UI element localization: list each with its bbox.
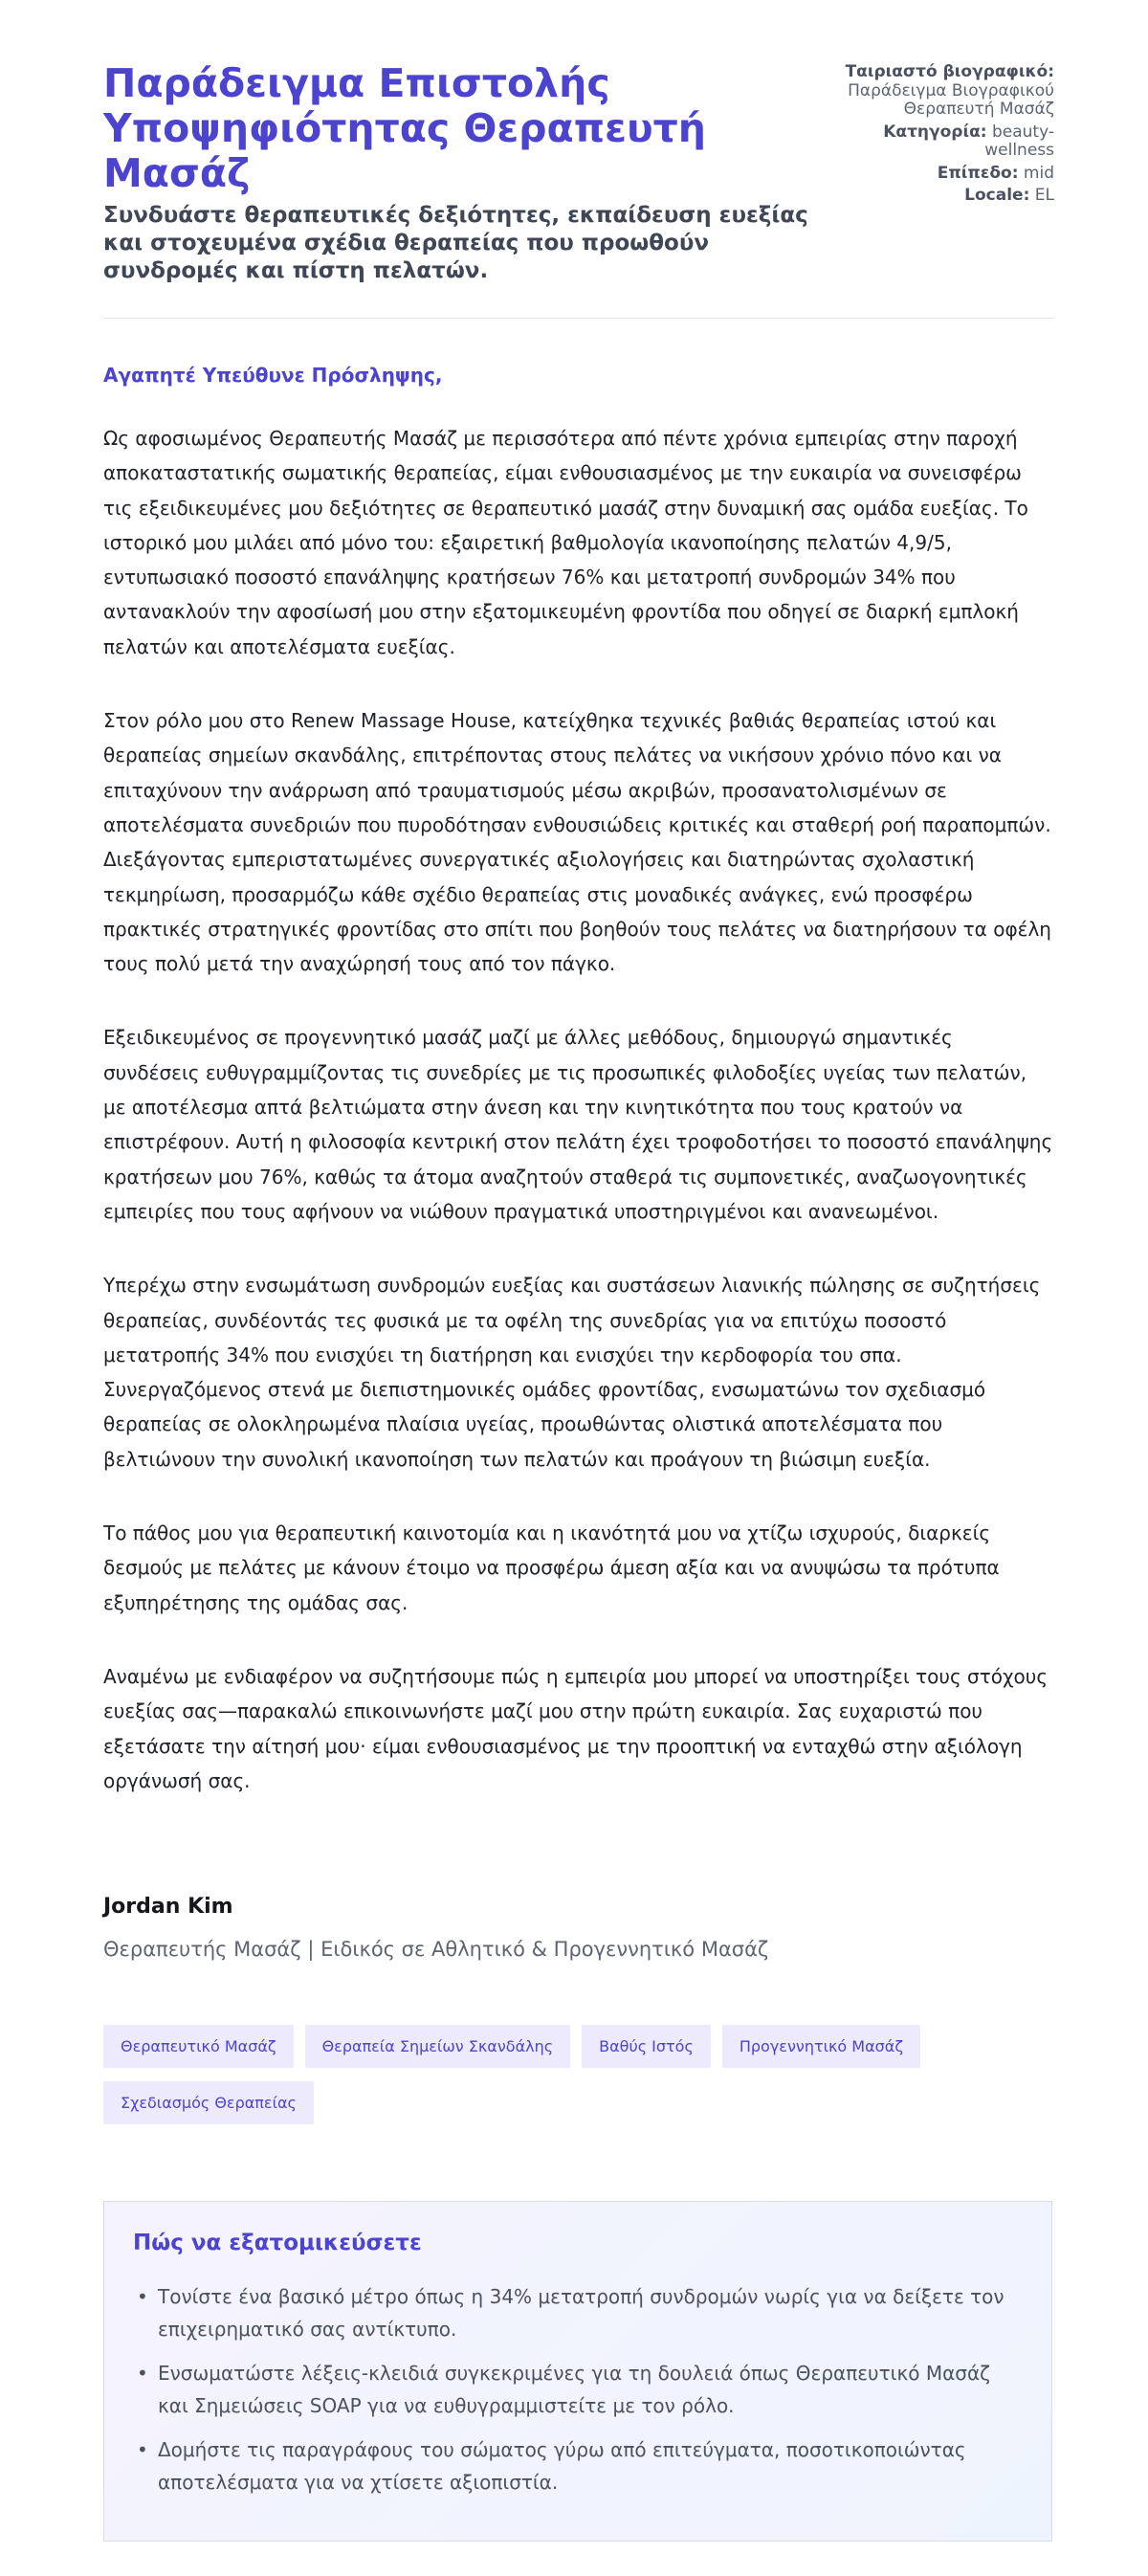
bullet-icon: •: [137, 2285, 148, 2308]
tip-item: [137, 2433, 1027, 2498]
meta-resume: [825, 63, 1054, 120]
letter-paragraph: Αναμένω με ενδιαφέρον να συζητήσουμε πώς η εμπειρία μου μπορεί να υποστηρίξει τους στόχους ευεξίας σας—παρακαλώ επικοινωνήστε μαζί μου στην πρώτη ευκαιρία. Σας ευχαριστώ που εξετάσατε την αίτησή μου· είμαι ενθουσιασμένος με την προοπτική να ενταχθώ στην αξιόλογη οργάνωσή σας.: [103, 1664, 1049, 1792]
header-titles: [103, 61, 830, 285]
meta-category-value: beauty-wellness: [984, 122, 1054, 160]
meta-category-label: Κατηγορία:: [883, 122, 987, 142]
letter-paragraph: Το πάθος μου για θεραπευτική καινοτομία και η ικανότητά μου να χτίζω ισχυρούς, διαρκείς δεσμούς με πελάτες με κάνουν έτοιμο να προσφέρω άμεση αξία και να ανυψώσω τα πρότυπα εξυπηρέτησης της ομάδας σας.: [103, 1521, 1000, 1614]
letter-body: [103, 362, 1054, 1837]
tips-title: Πώς να εξατομικεύσετε: [133, 2231, 422, 2255]
skill-tags: [103, 2025, 1054, 2138]
meta-resume-label: Ταιριαστό βιογραφικό:: [845, 62, 1054, 81]
meta-category: [825, 123, 1054, 161]
page-header: [103, 61, 1054, 316]
meta-locale-label: Locale:: [964, 186, 1030, 205]
letter-paragraph: Εξειδικευμένος σε προγεννητικό μασάζ μαζί με άλλες μεθόδους, δημιουργώ σημαντικές συνδέσεις ευθυγραμμίζοντας τις συνεδρίες με τις προσωπικές φιλοδοξίες υγείας των πελατών, με αποτέλεσμα απτά βελτιώματα στην άνεση και την κινητικότητα που τους κρατούν να επιστρέφουν. Αυτή η φιλοσοφία κεντρική στον πελάτη έχει τροφοδοτήσει το ποσοστό επανάληψης κρατήσεων μου 76%, καθώς τα άτομα αναζητούν σταθερά τις συμπονετικές, αναζωογονητικές εμπειρίες που τους αφήνουν να νιώθουν πραγματικά υποστηριγμένοι και ανανεωμένοι.: [103, 1026, 1053, 1223]
tip-text: Δομήστε τις παραγράφους του σώματος γύρω από επιτεύγματα, ποσοτικοποιώντας αποτελέσματα για να χτίσετε αξιοπιστία.: [158, 2438, 966, 2494]
signature-block: [103, 1893, 1054, 1964]
meta-level-label: Επίπεδο:: [937, 163, 1019, 183]
header-divider: [103, 318, 1054, 319]
skill-tag: Θεραπεία Σημείων Σκανδάλης: [305, 2025, 571, 2068]
tip-item: [137, 2280, 1027, 2345]
tip-text: Τονίστε ένα βασικό μέτρο όπως η 34% μετατροπή συνδρομών νωρίς για να δείξετε τον επιχειρηματικό σας αντίκτυπο.: [158, 2285, 1004, 2341]
meta-locale: [825, 187, 1054, 206]
meta-level-value: mid: [1023, 163, 1054, 183]
skill-tag: Θεραπευτικό Μασάζ: [103, 2025, 294, 2068]
bullet-icon: •: [137, 2438, 148, 2461]
customization-tips-box: [103, 2201, 1052, 2542]
skill-tag: Προγεννητικό Μασάζ: [722, 2025, 920, 2068]
skill-tag: Σχεδιασμός Θεραπείας: [103, 2081, 314, 2124]
letter-paragraph: Ως αφοσιωμένος Θεραπευτής Μασάζ με περισσότερα από πέντε χρόνια εμπειρίας στην παροχή αποκαταστατικής σωματικής θεραπείας, είμαι ενθουσιασμένος με την ευκαιρία να συνεισφέρω τις εξειδικευμένες μου δεξιότητες σε θεραπευτικό μασάζ στην δυναμική σας ομάδα ευεξίας. Το ιστορικό μου μιλάει από μόνο του: εξαιρετική βαθμολογία ικανοποίησης πελατών 4,9/5, εντυπωσιακό ποσοστό επανάληψης κρατήσεων 76% και μετατροπή συνδρομών 34% που αντανακλούν την αφοσίωσή μου στην εξατομικευμένη φροντίδα που οδηγεί σε διαρκή εμπλοκή πελατών και αποτελέσματα ευεξίας.: [103, 427, 1028, 658]
letter-paragraph: Υπερέχω στην ενσωμάτωση συνδρομών ευεξίας και συστάσεων λιανικής πώλησης σε συζητήσεις θεραπείας, συνδέοντάς τες φυσικά με τα οφέλη της συνεδρίας για να επιτύχω ποσοστό μετατροπής 34% που ενισχύει τη διατήρηση και ενισχύει την κερδοφορία του σπα. Συνεργαζόμενος στενά με διεπιστημονικές ομάδες φροντίδας, ενσωματώνω τον σχεδιασμό θεραπείας σε ολοκληρωμένα πλαίσια υγείας, προωθώντας ολιστικά αποτελέσματα που βελτιώνουν την συνολική ικανοποίηση των πελατών και προάγουν τη βιώσιμη ευεξία.: [103, 1274, 1041, 1471]
tip-text: Ενσωματώστε λέξεις-κλειδιά συγκεκριμένες για τη δουλειά όπως Θεραπευτικό Μασάζ και Σημειώσεις SOAP για να ευθυγραμμιστείτε με τον ρόλο.: [158, 2362, 990, 2417]
page-subtitle: Συνδυάστε θεραπευτικές δεξιότητες, εκπαίδευση ευεξίας και στοχευμένα σχέδια θεραπείας που προωθούν συνδρομές και πίστη πελατών.: [103, 203, 808, 283]
page-title: Παράδειγμα Επιστολής Υποψηφιότητας Θεραπευτή Μασάζ: [103, 60, 706, 196]
meta-panel: [825, 63, 1054, 210]
tip-item: [137, 2357, 1027, 2422]
meta-level: [825, 165, 1054, 184]
meta-resume-value: Παράδειγμα Βιογραφικού Θεραπευτή Μασάζ: [848, 80, 1054, 119]
salutation: Αγαπητέ Υπεύθυνε Πρόσληψης,: [103, 364, 443, 387]
letter-paragraph: Στον ρόλο μου στο Renew Massage House, κατείχθηκα τεχνικές βαθιάς θεραπείας ιστού και θεραπείας σημείων σκανδάλης, επιτρέποντας στους πελάτες να νικήσουν χρόνιο πόνο και να επιταχύνουν την ανάρρωση από τραυματισμούς μέσω ακριβών, προσανατολισμένων σε αποτελέσματα συνεδριών που πυροδότησαν ενθουσιώδεις κριτικές και σταθερή ροή παραπομπών. Διεξάγοντας εμπεριστατωμένες συνεργατικές αξιολογήσεις και διατηρώντας σχολαστική τεκμηρίωση, προσαρμόζω κάθε σχέδιο θεραπείας στις μοναδικές ανάγκες, ενώ προσφέρω πρακτικές στρατηγικές φροντίδας στο σπίτι που βοηθούν τους πελάτες να διατηρήσουν τα οφέλη τους πολύ μετά την αναχώρησή τους από τον πάγκο.: [103, 709, 1051, 976]
signature-name: Jordan Kim: [103, 1895, 233, 1919]
signature-title: Θεραπευτής Μασάζ | Ειδικός σε Αθλητικό & Προγεννητικό Μασάζ: [103, 1938, 769, 1961]
skill-tag: Βαθύς Ιστός: [582, 2025, 711, 2068]
bullet-icon: •: [137, 2362, 148, 2385]
tips-list: [137, 2280, 1027, 2510]
meta-locale-value: EL: [1034, 186, 1054, 205]
